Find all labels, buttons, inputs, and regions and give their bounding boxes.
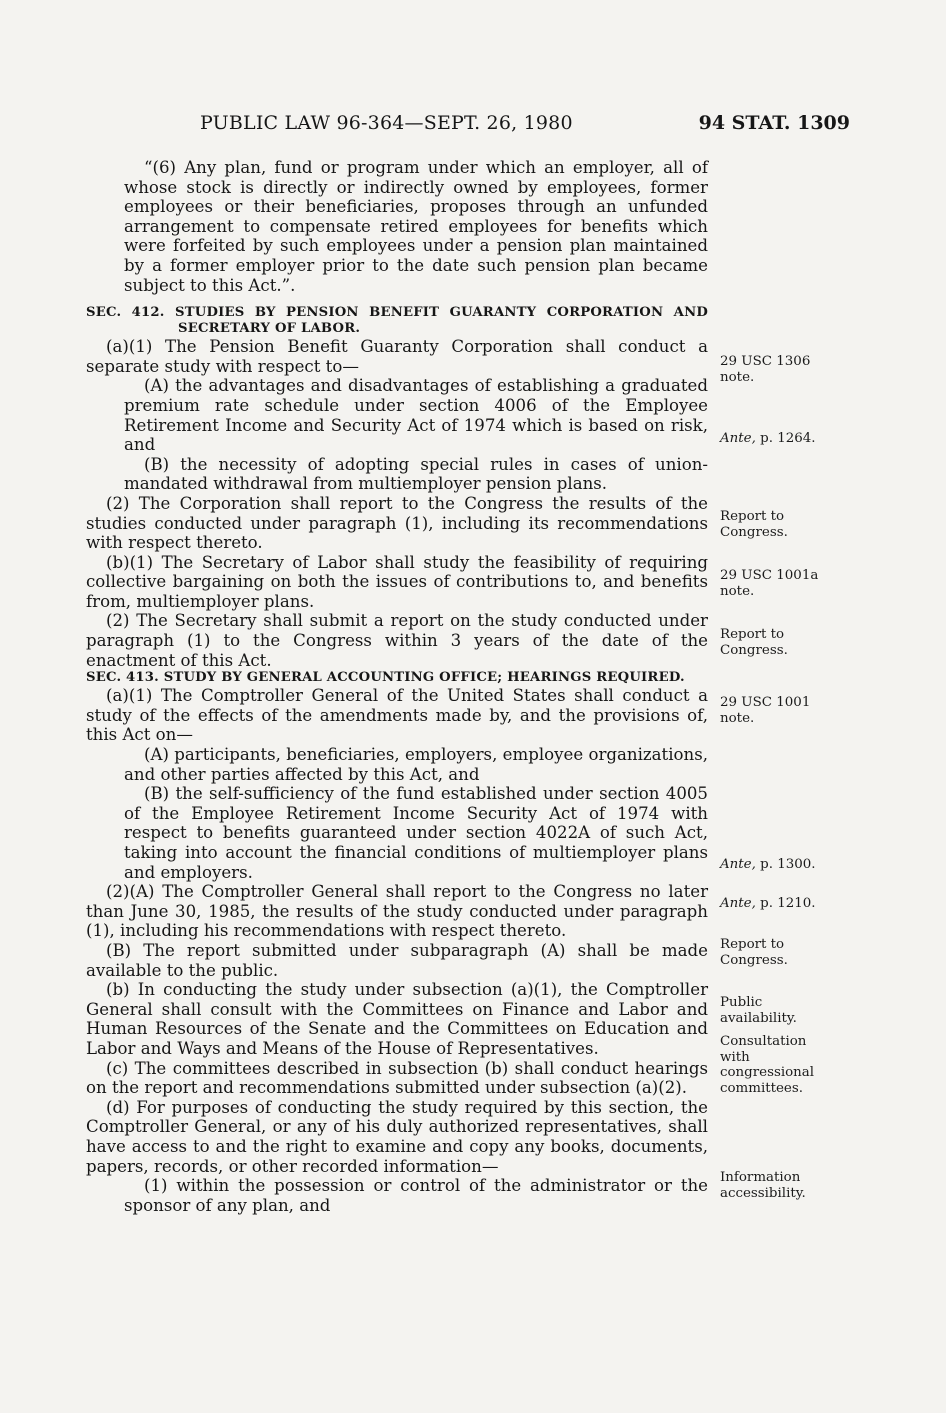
- section-413-a2A: (2)(A) The Comptroller General shall report to the Congress no later than June 30, 1985, the results of the study conducted under paragraph (1), including his recommendations with respect thereto.: [86, 882, 708, 941]
- body-text: [86, 158, 708, 1215]
- margin-note-29usc1306: 29 USC 1306 note.: [720, 354, 811, 385]
- section-412-a2: (2) The Corporation shall report to the Congress the results of the studies conducted under paragraph (1), including its recommendations with respect thereto.: [86, 493, 708, 553]
- margin-note-public-availability: Public availability.: [720, 995, 797, 1026]
- section-413-a1: (a)(1) The Comptroller General of the United States shall conduct a study of the effects of the amendments made by, and the provisions of, this Act on—: [86, 686, 708, 745]
- ante-label: Ante,: [720, 896, 756, 911]
- ante-label: Ante,: [720, 431, 756, 446]
- section-412-a1B: (B) the necessity of adopting special rules in cases of union-mandated withdrawal from multiemployer pension plans.: [124, 454, 708, 494]
- section-412-heading: SEC. 412. STUDIES BY PENSION BENEFIT GUARANTY CORPORATION AND SECRETARY OF LABOR.: [86, 305, 708, 337]
- section-413-b: (b) In conducting the study under subsection (a)(1), the Comptroller General shall consult with the Committees on Finance and Labor and Human Resources of the Senate and the Committees on Education and Labor and Ways and Means of the House of Representatives.: [86, 980, 708, 1058]
- section-413-a1B: (B) the self-sufficiency of the fund established under section 4005 of the Employee Retirement Income Security Act of 1974 with respect to benefits guaranteed under section 4022A of such Act, taking into account the financial conditions of multiemployer plans and employers.: [124, 784, 708, 882]
- section-413-c: (c) The committees described in subsection (b) shall conduct hearings on the report and recommendations submitted under subsection (a)(2).: [86, 1058, 708, 1098]
- margin-note-report-to-congress-3: Report to Congress.: [720, 937, 788, 968]
- section-412-a1: (a)(1) The Pension Benefit Guaranty Corporation shall conduct a separate study with respect to—: [86, 337, 708, 376]
- margin-note-consultation: Consultation with congressional committees.: [720, 1034, 815, 1096]
- section-413-d1: (1) within the possession or control of the administrator or the sponsor of any plan, and: [124, 1176, 708, 1215]
- margin-note-29usc1001a: 29 USC 1001a note.: [720, 568, 819, 599]
- margin-note-ante-1264: Ante, p. 1264.: [720, 431, 816, 446]
- section-412-b2: (2) The Secretary shall submit a report on the study conducted under paragraph (1) to the Congress within 3 years of the date of the enactment of this Act.: [86, 611, 708, 670]
- paragraph-6: “(6) Any plan, fund or program under which an employer, all of whose stock is directly or indirectly owned by employees, former employees or their beneficiaries, proposes through an unfunded arrangement to compensate retired employees for benefits which were forfeited by such employees under a pension plan maintained by a former employer prior to the date such pension plan became subject to this Act.”.: [124, 158, 708, 295]
- statute-page-number: 94 STAT. 1309: [698, 112, 850, 134]
- section-412-b1: (b)(1) The Secretary of Labor shall study the feasibility of requiring collective bargaining on both the issues of contributions to, and benefits from, multiemployer plans.: [86, 552, 708, 611]
- margin-note-report-to-congress-1: Report to Congress.: [720, 509, 788, 540]
- ante-label: Ante,: [720, 857, 756, 872]
- margin-note-report-to-congress-2: Report to Congress.: [720, 627, 788, 658]
- section-413-a1A: (A) participants, beneficiaries, employers, employee organizations, and other parties affected by this Act, and: [124, 745, 708, 784]
- page-header: [200, 112, 850, 144]
- margin-note-ante-1300: Ante, p. 1300.: [720, 857, 816, 872]
- section-412-a1A: (A) the advantages and disadvantages of establishing a graduated premium rate schedule under section 4006 of the Employee Retirement Income and Security Act of 1974 which is based on risk, and: [124, 376, 708, 455]
- margin-note-ante-1210: Ante, p. 1210.: [720, 896, 816, 911]
- margin-note-information-accessibility: Information accessibility.: [720, 1170, 806, 1201]
- section-413-heading: SEC. 413. STUDY BY GENERAL ACCOUNTING OFFICE; HEARINGS REQUIRED.: [86, 670, 685, 686]
- section-413-d: (d) For purposes of conducting the study required by this section, the Comptroller General, or any of his duly authorized representatives, shall have access to and the right to examine and copy any books, documents, papers, records, or other recorded information—: [86, 1097, 708, 1176]
- law-citation: PUBLIC LAW 96-364—SEPT. 26, 1980: [200, 112, 573, 134]
- margin-note-29usc1001: 29 USC 1001 note.: [720, 695, 811, 726]
- section-413-a2B: (B) The report submitted under subparagraph (A) shall be made available to the public.: [86, 940, 708, 980]
